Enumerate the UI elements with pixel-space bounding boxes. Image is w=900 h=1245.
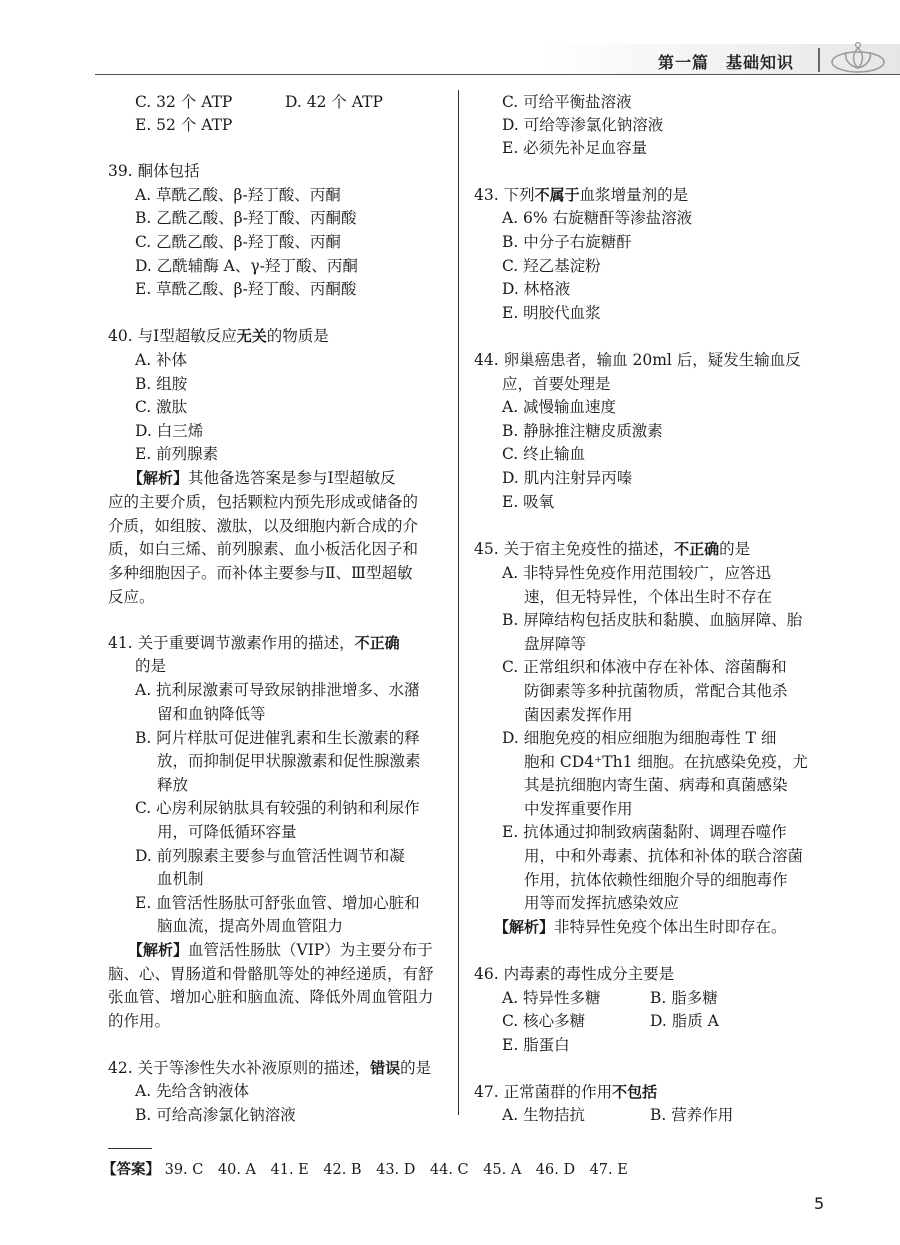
q41-option-d-cont: 血机制 [157,870,204,888]
q41-explanation-line: 【解析】血管活性肠肽（VIP）为主要分布于 [128,941,433,959]
column-divider [458,90,459,1115]
q40-option-a: A. 补体 [135,351,188,369]
q47-option-b: B. 营养作用 [650,1106,734,1124]
q46-stem: 46. 内毒素的毒性成分主要是 [474,965,675,983]
q45-option-a: A. 非特异性免疫作用范围较广，应答迅 [502,564,772,582]
q44-option-e: E. 吸氧 [502,493,555,511]
q46-option-d: D. 脂质 A [650,1012,719,1030]
q41-stem-pre: 41. 关于重要调节激素作用的描述， [108,634,355,652]
q45-option-e-cont: 用等而发挥抗感染效应 [524,894,680,912]
answer-key-label: 【答案】 [102,1162,160,1178]
q40-explanation-line: 质，如白三烯、前列腺素、血小板活化因子和 [108,540,419,558]
q40-explanation-label: 【解析】 [128,469,189,487]
q40-explanation-line: 反应。 [108,588,155,606]
q47-option-a: A. 生物拮抗 [502,1106,586,1124]
q43-option-b: B. 中分子右旋糖酐 [502,233,632,251]
q39-option-e: E. 草酰乙酸、β-羟丁酸、丙酮酸 [135,280,357,298]
q41-option-e: E. 血管活性肠肽可舒张血管、增加心脏和 [135,894,420,912]
q40-option-e: E. 前列腺素 [135,445,219,463]
q45-option-d-cont: 中发挥重要作用 [524,800,633,818]
q46-option-c: C. 核心多糖 [502,1012,586,1030]
q41-explanation-line: 脑、心、胃肠道和骨骼肌等处的神经递质，有舒 [108,965,434,983]
q45-option-c-cont: 防御素等多种抗菌物质，常配合其他杀 [524,682,788,700]
q46-option-e: E. 脂蛋白 [502,1036,570,1054]
q42-option-d: D. 可给等渗氯化钠溶液 [502,116,664,134]
q39-stem: 39. 酮体包括 [108,162,200,180]
q42-option-b: B. 可给高渗氯化钠溶液 [135,1106,296,1124]
q41-option-b: B. 阿片样肽可促进催乳素和生长激素的释 [135,729,420,747]
q41-explanation-label: 【解析】 [128,941,189,959]
q41-option-b-cont: 释放 [157,776,189,794]
q40-stem-post: 的物质是 [266,327,329,345]
q45-explanation-label: 【解析】 [494,918,555,936]
q38-option-e: E. 52 个 ATP [135,116,233,134]
q40-option-d: D. 白三烯 [135,422,204,440]
q45-stem-post: 的是 [719,540,751,558]
q42-option-e: E. 必须先补足血容量 [502,139,648,157]
q45-option-d-cont: 胞和 CD4⁺Th1 细胞。在抗感染免疫，尤 [524,753,808,771]
q43-stem-post: 血浆增量剂的是 [579,186,689,204]
q44-option-d: D. 肌内注射异丙嗪 [502,469,633,487]
q45-option-c-cont: 菌因素发挥作用 [524,706,633,724]
q40-option-c: C. 激肽 [135,398,188,416]
q45-explanation: 【解析】非特异性免疫个体出生时即存在。 [494,918,787,936]
q45-option-c: C. 正常组织和体液中存在补体、溶菌酶和 [502,658,787,676]
q43-stem-pre: 43. 下列 [474,186,535,204]
answer-key-text: 39. C 40. A 41. E 42. B 43. D 44. C 45. A 46. D 47. E [164,1162,628,1178]
q41-option-e-cont: 脑血流，提高外周血管阻力 [157,917,344,935]
q45-option-a-cont: 速，但无特异性，个体出生时不存在 [524,588,773,606]
q45-option-d: D. 细胞免疫的相应细胞为细胞毒性 T 细 [502,729,777,747]
q38-option-d: D. 42 个 ATP [285,93,383,111]
q40-stem-pre: 40. 与Ⅰ型超敏反应 [108,327,237,345]
q40-explanation-line: 【解析】其他备选答案是参与Ⅰ型超敏反 [128,469,396,487]
q41-option-a-cont: 留和血钠降低等 [157,705,266,723]
q45-option-e-cont: 作用，抗体依赖性细胞介导的细胞毒作 [524,871,788,889]
q41-stem-line2: 的是 [135,657,167,675]
q43-option-c: C. 羟乙基淀粉 [502,257,601,275]
q40-explanation-line: 介质，如组胺、激肽，以及细胞内新合成的介 [108,517,419,535]
q43-stem-bold: 不属于 [534,186,580,204]
q46-option-a: A. 特异性多糖 [502,989,601,1007]
q41-explanation-line: 的作用。 [108,1012,171,1030]
q41-option-c: C. 心房利尿钠肽具有较强的利钠和利尿作 [135,799,420,817]
q39-option-b: B. 乙酰乙酸、β-羟丁酸、丙酮酸 [135,209,357,227]
header-separator [818,48,820,72]
header-rule [95,74,900,75]
q43-option-e: E. 明胶代血浆 [502,304,601,322]
q47-stem-bold: 不包括 [612,1083,658,1101]
q45-option-e: E. 抗体通过抑制致病菌黏附、调理吞噬作 [502,823,787,841]
q39-option-d: D. 乙酰辅酶 A、γ-羟丁酸、丙酮 [135,257,358,275]
answer-key [102,1158,628,1179]
q45-option-e-cont: 用，中和外毒素、抗体和补体的联合溶菌 [524,847,804,865]
q41-explanation-line: 张血管、增加心脏和脑血流、降低外周血管阻力 [108,988,434,1006]
q45-option-b-cont: 盘屏障等 [524,635,587,653]
q47-stem-pre: 47. 正常菌群的作用 [474,1083,613,1101]
q39-option-c: C. 乙酰乙酸、β-羟丁酸、丙酮 [135,233,341,251]
q42-stem-pre: 42. 关于等渗性失水补液原则的描述， [108,1059,371,1077]
q45-option-b: B. 屏障结构包括皮肤和黏膜、血脑屏障、胎 [502,611,803,629]
q44-option-a: A. 减慢输血速度 [502,398,617,416]
q44-option-b: B. 静脉推注糖皮质激素 [502,422,663,440]
q43-option-a: A. 6% 右旋糖酐等渗盐溶液 [502,209,693,227]
q42-stem [108,1058,431,1078]
q46-option-b: B. 脂多糖 [650,989,718,1007]
q42-option-c: C. 可给平衡盐溶液 [502,93,632,111]
q45-stem-pre: 45. 关于宿主免疫性的描述， [474,540,675,558]
page-number: 5 [814,1194,825,1213]
q45-stem [474,539,750,559]
q40-explanation-line: 应的主要介质，包括颗粒内预先形成或储备的 [108,493,419,511]
q47-stem [474,1082,657,1102]
q41-option-a: A. 抗利尿激素可导致尿钠排泄增多、水潴 [135,681,420,699]
q41-option-c-cont: 用，可降低循环容量 [157,823,297,841]
footnote-rule [108,1148,152,1149]
q45-option-d-cont: 其是抗细胞内寄生菌、病毒和真菌感染 [524,776,788,794]
page-header-title: 第一篇 基础知识 [658,53,795,72]
q45-stem-bold: 不正确 [674,540,720,558]
q43-stem [474,185,688,205]
q42-stem-bold: 错误 [370,1059,401,1077]
lotus-logo-icon [828,40,888,76]
q39-option-a: A. 草酰乙酸、β-羟丁酸、丙酮 [135,186,341,204]
q38-option-c: C. 32 个 ATP [135,93,233,111]
q41-option-d: D. 前列腺素主要参与血管活性调节和凝 [135,847,405,865]
q42-stem-post: 的是 [400,1059,432,1077]
q41-option-b-cont: 放，而抑制促甲状腺激素和促性腺激素 [157,752,421,770]
q41-stem [108,633,400,653]
q42-option-a: A. 先给含钠液体 [135,1082,250,1100]
q44-option-c: C. 终止输血 [502,445,586,463]
q40-explanation-line: 多种细胞因子。而补体主要参与Ⅱ、Ⅲ型超敏 [108,564,413,582]
q40-option-b: B. 组胺 [135,375,188,393]
q40-stem [108,326,329,346]
q44-stem: 44. 卵巢癌患者，输血 20ml 后，疑发生输血反 [474,351,801,369]
q43-option-d: D. 林格液 [502,280,571,298]
q40-stem-bold: 无关 [236,327,267,345]
q41-stem-bold: 不正确 [354,634,400,652]
q44-stem-line2: 应，首要处理是 [502,375,611,393]
